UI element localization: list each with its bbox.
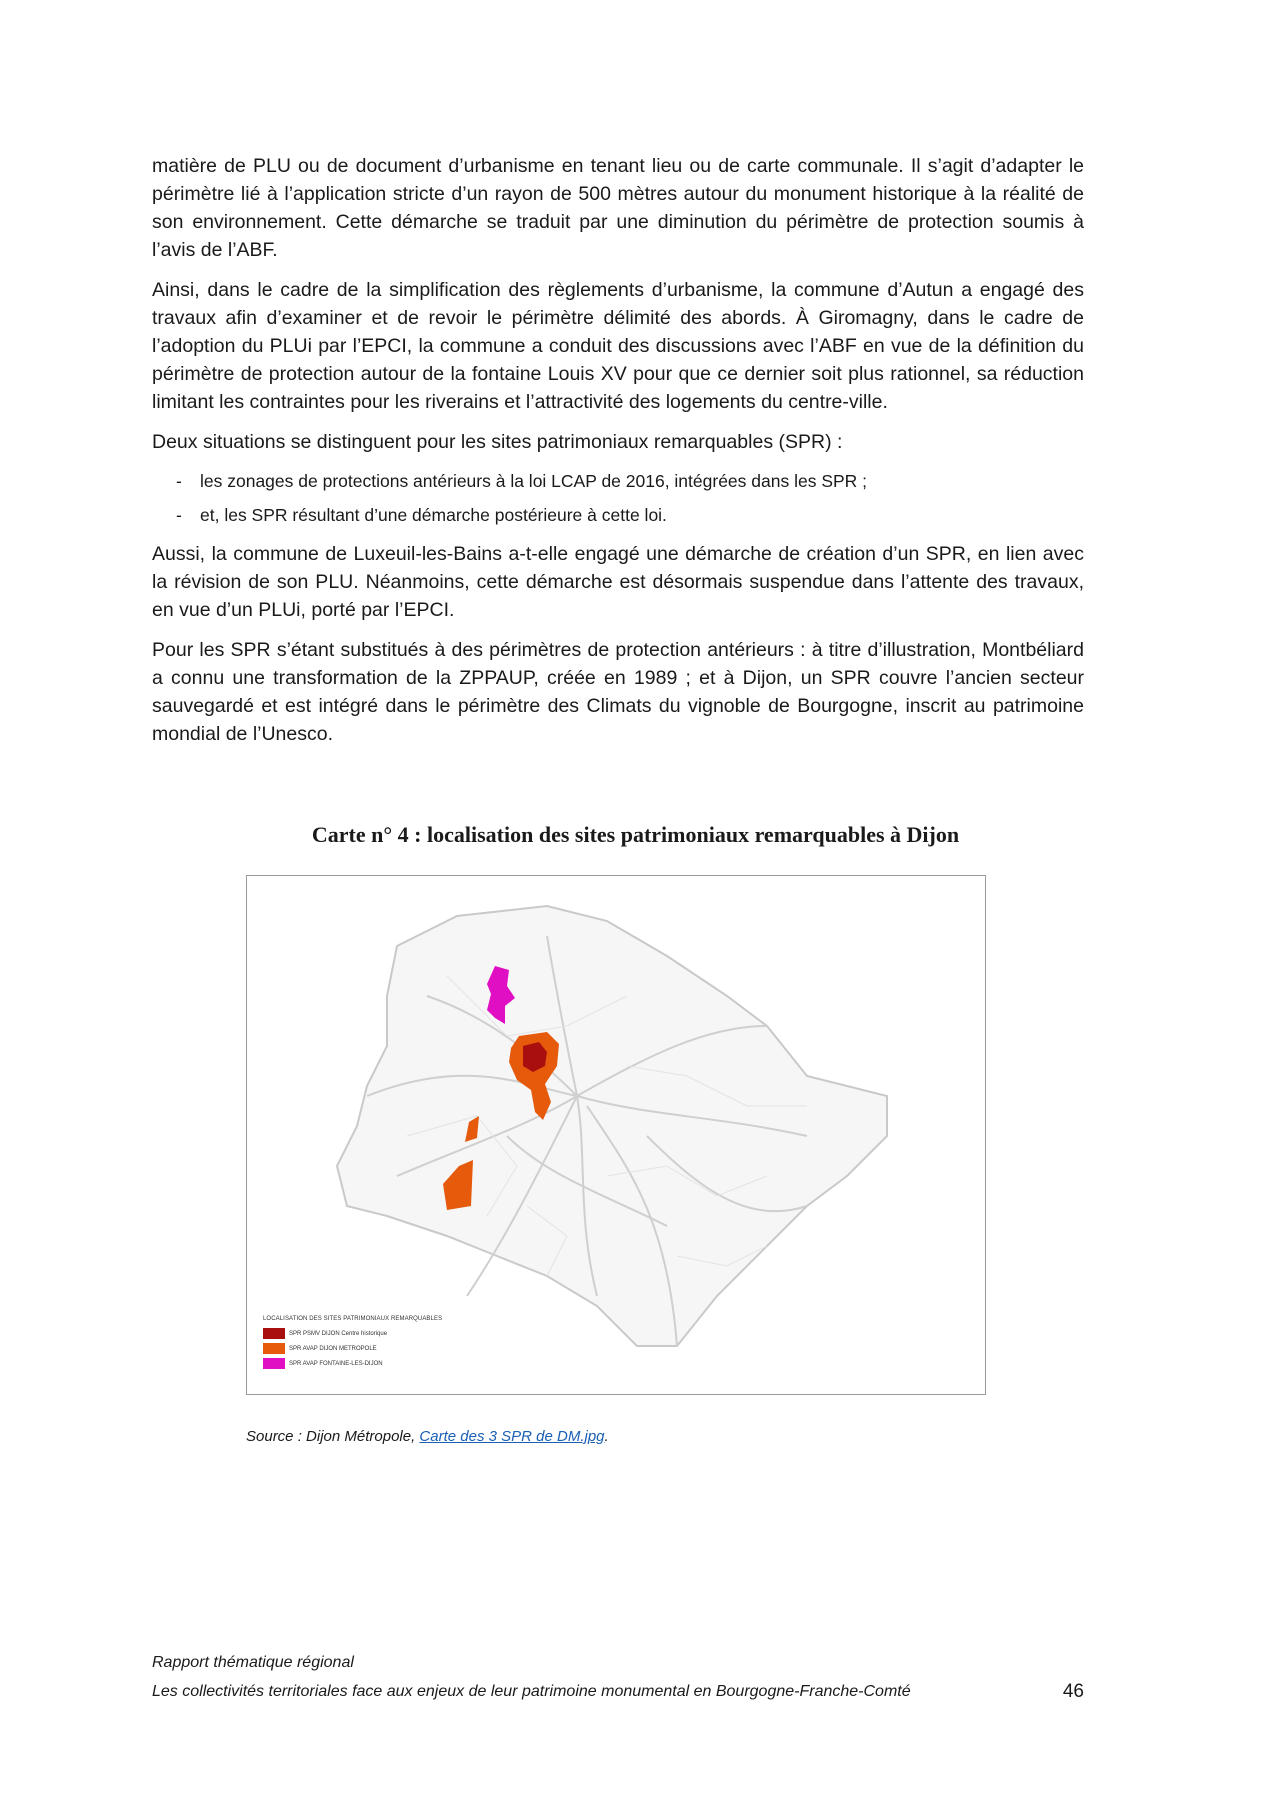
list-item xyxy=(152,468,1084,494)
legend-title: LOCALISATION DES SITES PATRIMONIAUX REMARQUABLES xyxy=(263,1316,443,1322)
legend-label: SPR AVAP DIJON METROPOLE xyxy=(289,1345,377,1352)
footer-report-title: Rapport thématique régional xyxy=(152,1654,354,1671)
source-prefix: Source : Dijon Métropole, xyxy=(246,1428,420,1445)
map-title: Carte n° 4 : localisation des sites patrimoniaux remarquables à Dijon xyxy=(311,822,960,847)
legend-swatch xyxy=(263,1358,285,1369)
paragraph: Deux situations se distinguent pour les sites patrimoniaux remarquables (SPR) : xyxy=(152,431,843,453)
legend-item xyxy=(263,1358,442,1369)
map-source xyxy=(246,1428,609,1445)
bullet-dash: - xyxy=(176,505,182,525)
metropole-outline xyxy=(337,906,887,1346)
bullet-list xyxy=(152,468,1084,528)
legend-item xyxy=(263,1343,442,1354)
legend-item xyxy=(263,1328,442,1339)
source-suffix: . xyxy=(604,1428,609,1445)
list-item-text: et, les SPR résultant d’une démarche postérieure à cette loi. xyxy=(200,505,667,525)
page-footer xyxy=(152,1648,1084,1706)
paragraph: Aussi, la commune de Luxeuil-les-Bains a-t-elle engagé une démarche de création d’un SPR, en lien avec la révision de son PLU. Néanmoins, cette démarche est désormais suspendue dans l’attente des travaux, en vue d’un PLUi, porté par l’EPCI. xyxy=(152,543,1084,621)
legend-swatch xyxy=(263,1328,285,1339)
legend-label: SPR AVAP FONTAINE-LES-DIJON xyxy=(289,1360,383,1367)
body-text xyxy=(152,152,1084,760)
bullet-dash: - xyxy=(176,471,182,491)
legend-label: SPR PSMV DIJON Centre historique xyxy=(289,1330,388,1337)
paragraph: Pour les SPR s’étant substitués à des périmètres de protection antérieurs : à titre d’illustration, Montbéliard a connu une transformation de la ZPPAUP, créée en 1989 ; et à Dijon, un SPR couvre l’ancien secteur sauvegardé et est intégré dans le périmètre des Climats du vignoble de Bourgogne, inscrit au patrimoine mondial de l’Unesco. xyxy=(152,639,1084,745)
map-legend xyxy=(263,1316,442,1373)
legend-swatch xyxy=(263,1343,285,1354)
source-link[interactable]: Carte des 3 SPR de DM.jpg xyxy=(419,1428,605,1445)
list-item xyxy=(152,502,1084,528)
page-number: 46 xyxy=(1062,1681,1084,1702)
list-item-text: les zonages de protections antérieurs à la loi LCAP de 2016, intégrées dans les SPR ; xyxy=(200,471,868,491)
paragraph: Ainsi, dans le cadre de la simplification des règlements d’urbanisme, la commune d’Autun a engagé des travaux afin d’examiner et de revoir le périmètre délimité des abords. À Giromagny, dans le cadre de l’adoption du PLUi par l’EPCI, la commune a conduit des discussions avec l’ABF en vue de la définition du périmètre de protection autour de la fontaine Louis XV pour que ce dernier soit plus rationnel, sa réduction limitant les contraintes pour les riverains et l’attractivité des logements du centre-ville. xyxy=(152,279,1084,413)
map-figure xyxy=(246,875,986,1395)
paragraph: matière de PLU ou de document d’urbanisme en tenant lieu ou de carte communale. Il s’agit d’adapter le périmètre lié à l’application stricte d’un rayon de 500 mètres autour du monument historique à la réalité de son environnement. Cette démarche se traduit par une diminution du périmètre de protection soumis à l’avis de l’ABF. xyxy=(152,155,1084,261)
footer-report-subtitle: Les collectivités territoriales face aux enjeux de leur patrimoine monumental en Bourgogne-Franche-Comté xyxy=(152,1683,911,1700)
